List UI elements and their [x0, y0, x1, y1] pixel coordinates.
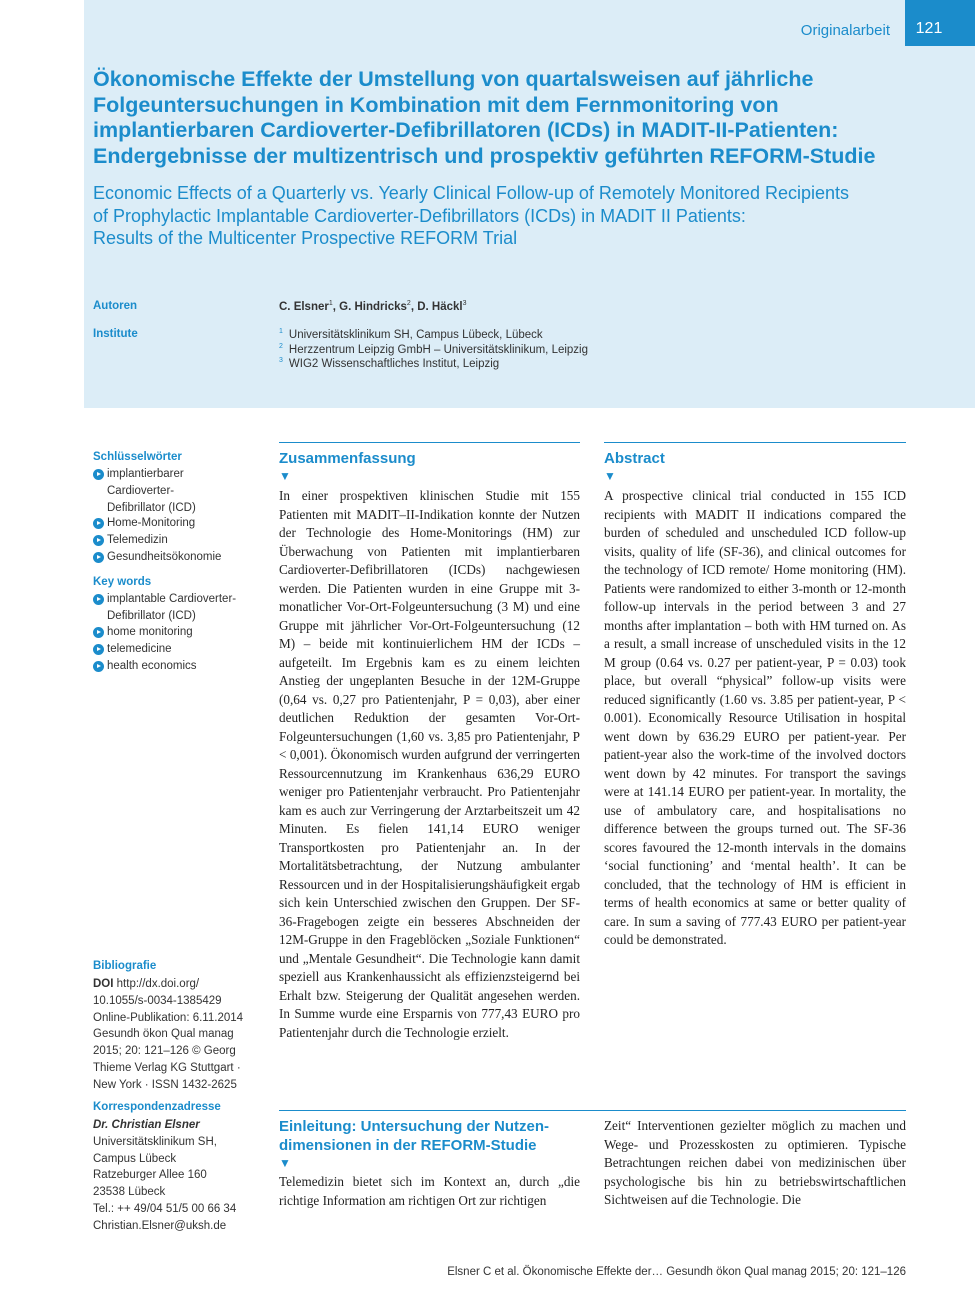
abstract-heading: Abstract	[604, 450, 665, 467]
institute-item	[279, 357, 499, 370]
doi-link[interactable]: http://dx.doi.org/	[116, 978, 200, 990]
keyword-text: health economics	[107, 660, 197, 672]
bibliography-line: New York · ISSN 1432-2625	[93, 1078, 237, 1091]
title-de-line-2: Folgeuntersuchungen in Kombination mit dem Fernmonitoring von	[93, 93, 779, 117]
title-en-line-1: Economic Effects of a Quarterly vs. Yearly Clinical Follow-up of Remotely Monitored Recipients	[93, 183, 849, 203]
bullet-arrow-icon	[93, 594, 104, 605]
einleitung-rule	[279, 1110, 906, 1111]
keyword-item	[93, 549, 273, 566]
keyword-item	[93, 641, 273, 658]
author-name: D. Häckl	[417, 300, 463, 313]
bibliography-block	[93, 976, 273, 1094]
abstract-text: A prospective clinical trial conducted in 155 ICD recipients with MADIT II indications compared the burden of scheduled and unscheduled ICD follow-up visits, quality of life (SF-36), and clinical outcomes for the technology of ICD remote/ Home monitoring (HM). Patients were randomized to either 3-month or 12-month follow-up intervals in the period between 3 and 27 months after implantation – both with HM turned on. As a result, a small increase of unscheduled visits in the 12 M group (0.64 vs. 0.27 per patient-year, P = 0.03) took place, but overall “physical” follow-up visits were reduced significantly (1.60 vs. 3.85 per patient-year, P < 0.001). Economically Resource Utilisation in hospital went down by 636.29 EURO per patient-year. Per patient-year also the work-time of the involved doctors went down by 42 minutes. For transport the savings were at 141.14 EURO per patient-year. In mortality, the use of ambulatory care, and hospitalisations no difference between the groups turned out. The SF-36 scores favoured the 12-month intervals in the domains ‘social functioning’ and ‘mental health’. It can be concluded, that the technology of HM is efficient in terms of health economics at same or better quality of care. In sum a saving of 777.43 EURO per patient-year could be demonstrated.	[604, 488, 906, 947]
institute-item	[279, 343, 588, 356]
authors-label: Autoren	[93, 300, 138, 312]
keyword-item	[93, 591, 273, 625]
title-en-line-2: of Prophylactic Implantable Cardioverter-Defibrillators (ICDs) in MADIT II Patients:	[93, 206, 746, 226]
keyword-text: Gesundheitsökonomie	[107, 551, 222, 563]
bullet-arrow-icon	[93, 535, 104, 546]
doi-line	[93, 976, 273, 993]
correspondence-line: Universitätsklinikum SH,	[93, 1135, 217, 1148]
einleitung-text-right: Zeit“ Interventionen gezielter möglich zu machen und Wege- und Prozesskosten zu optimieren. Typische Betrachtungen reichen dabei von medizinischen über psychologische bis hin zu betriebswirtschaftlichen Sichtweisen auf die Technologie. Die	[604, 1118, 906, 1207]
author-separator: ,	[332, 300, 340, 313]
einleitung-text-left: Telemedizin bietet sich im Kontext an, durch „die richtige Information am richtigen Ort zur richtigen	[279, 1174, 580, 1208]
keyword-item	[93, 532, 273, 549]
bibliography-line: 2015; 20: 121–126 © Georg	[93, 1045, 236, 1058]
correspondence-line: 23538 Lübeck	[93, 1186, 166, 1199]
keyword-item	[93, 515, 273, 532]
correspondence-line: Ratzeburger Allee 160	[93, 1169, 207, 1182]
correspondence-block	[93, 1117, 273, 1235]
abstract-rule	[604, 442, 906, 443]
bullet-arrow-icon	[93, 469, 104, 480]
correspondence-line: Campus Lübeck	[93, 1152, 177, 1165]
keywords-de-heading: Schlüsselwörter	[93, 451, 182, 463]
section-marker-icon: ▼	[279, 469, 291, 483]
section-marker-icon: ▼	[279, 1156, 291, 1170]
bibliography-line: Thieme Verlag KG Stuttgart ·	[93, 1061, 241, 1074]
section-label: Originalarbeit	[800, 22, 890, 39]
correspondence-email[interactable]: Christian.Elsner@uksh.de	[93, 1219, 227, 1232]
footer-citation: Elsner C et al. Ökonomische Effekte der… Gesundh ökon Qual manag 2015; 20: 121–126	[447, 1266, 906, 1278]
keyword-text: home monitoring	[107, 626, 193, 638]
keyword-text: telemedicine	[107, 643, 172, 655]
keyword-text: Home-Monitoring	[107, 517, 196, 529]
author-affiliation-number: 1	[328, 300, 333, 307]
institute-item	[279, 328, 543, 341]
institute-number: 3	[279, 357, 283, 364]
correspondence-name: Dr. Christian Elsner	[93, 1119, 200, 1131]
title-de-line-4: Endergebnisse der multizentrisch und prospektiv geführten REFORM-Studie	[93, 144, 876, 168]
title-de-line-1: Ökonomische Effekte der Umstellung von quartalsweisen auf jährliche	[93, 67, 814, 91]
author-list	[279, 300, 467, 313]
correspondence-line: Tel.: ++ 49/04 51/5 00 66 34	[93, 1202, 237, 1215]
keyword-item	[93, 658, 273, 675]
doi-label: DOI	[93, 978, 114, 990]
author-affiliation-number: 2	[406, 300, 411, 307]
keyword-item	[93, 624, 273, 641]
zusammenfassung-heading: Zusammenfassung	[279, 450, 416, 467]
keyword-item	[93, 466, 273, 517]
title-en-line-3: Results of the Multicenter Prospective REFORM Trial	[93, 228, 518, 248]
section-marker-icon: ▼	[604, 469, 616, 483]
zusammenfassung-rule	[279, 442, 580, 443]
bullet-arrow-icon	[93, 644, 104, 655]
correspondence-heading: Korrespondenzadresse	[93, 1101, 221, 1113]
author-name: C. Elsner	[279, 300, 329, 313]
author-separator: ,	[410, 300, 418, 313]
institute-name: Universitätsklinikum SH, Campus Lübeck, Lübeck	[288, 328, 543, 341]
bibliography-line: 10.1055/s-0034-1385429	[93, 994, 222, 1007]
institute-name: WIG2 Wissenschaftliches Institut, Leipzig	[288, 357, 500, 370]
title-de-line-3: implantierbaren Cardioverter-Defibrillatoren (ICDs) in MADIT-II-Patienten:	[93, 118, 839, 142]
author-name: G. Hindricks	[339, 300, 407, 313]
bullet-arrow-icon	[93, 661, 104, 672]
institutes-label: Institute	[93, 328, 138, 340]
bibliography-line: Online-Publikation: 6.11.2014	[93, 1011, 244, 1024]
institute-name: Herzzentrum Leipzig GmbH – Universitätsklinikum, Leipzig	[288, 343, 589, 356]
einleitung-heading-line-1: Einleitung: Untersuchung der Nutzen-	[279, 1118, 549, 1135]
keyword-text: implantierbarer Cardioverter-Defibrillator (ICD)	[107, 468, 196, 514]
bullet-arrow-icon	[93, 552, 104, 563]
institute-number: 2	[279, 343, 283, 350]
institute-number: 1	[279, 328, 283, 335]
einleitung-heading-line-2: dimensionen in der REFORM-Studie	[279, 1137, 537, 1154]
author-affiliation-number: 3	[462, 300, 467, 307]
bullet-arrow-icon	[93, 627, 104, 638]
keyword-text: Telemedizin	[107, 534, 168, 546]
zusammenfassung-text: In einer prospektiven klinischen Studie mit 155 Patienten mit MADIT–II-Indikation konnte der Nutzen der Technologie des Home-Monitorings (HM) zur Überwachung von Patienten mit implantierbaren Cardioverter-Defibrillatoren (ICDs) nachgewiesen werden. Die Patienten wurden in eine Gruppe mit 3-monatlicher Vor-Ort-Folgeuntersuchung (3 M) und eine Gruppe mit jährlicher Vor-Ort-Folgeuntersuchung (12 M) – beide mit kontinuierlichem HM der ICDs – aufgeteilt. Im Ergebnis kam es zu einem leichten Anstieg der ungeplanten Besuche in der 12M-Gruppe (0,64 vs. 0,27 pro Patientenjahr, P = 0,03), aber einer deutlichen Reduktion der gesamten Vor-Ort-Folgeuntersuchungen (1,60 vs. 3,85 pro Patientenjahr, P < 0,001). Ökonomisch wurden aufgrund der verringerten Ressourcennutzung im Krankenhaus 636,29 EURO weniger pro Patientenjahr verbraucht. Pro Patientenjahr kam es auch zur Verringerung der Arztarbeitszeit um 42 Minuten. Es fielen 141,14 EURO weniger Transportkosten pro Patientenjahr an. In der Mortalitätsbetrachtung, der Nutzung ambulanter Ressourcen und in der Hospitalisierungshäufigkeit ergab sich kein Unterschied zwischen den Gruppen. Der SF-36-Fragebogen zeigte ein besseres Abschneiden der 12M-Gruppe in den Frageblöcken „Soziale Funktionen“ und „Mentale Gesundheit“. Die Technologie kann damit speziell aus Krankenhaussicht als effizienzsteigernd bei Erhalt bzw. Steigerung der Qualität angesehen werden. In Summe wurde eine Ersparnis von 777,43 EURO pro Patientenjahr durch die Technologie erzielt.	[279, 488, 580, 1040]
bibliography-heading: Bibliografie	[93, 960, 157, 972]
keyword-text: implantable Cardioverter-Defibrillator (ICD)	[107, 593, 237, 622]
bibliography-line: Gesundh ökon Qual manag	[93, 1028, 234, 1041]
page-number: 121	[915, 20, 943, 37]
bullet-arrow-icon	[93, 518, 104, 529]
keywords-en-heading: Key words	[93, 576, 152, 588]
